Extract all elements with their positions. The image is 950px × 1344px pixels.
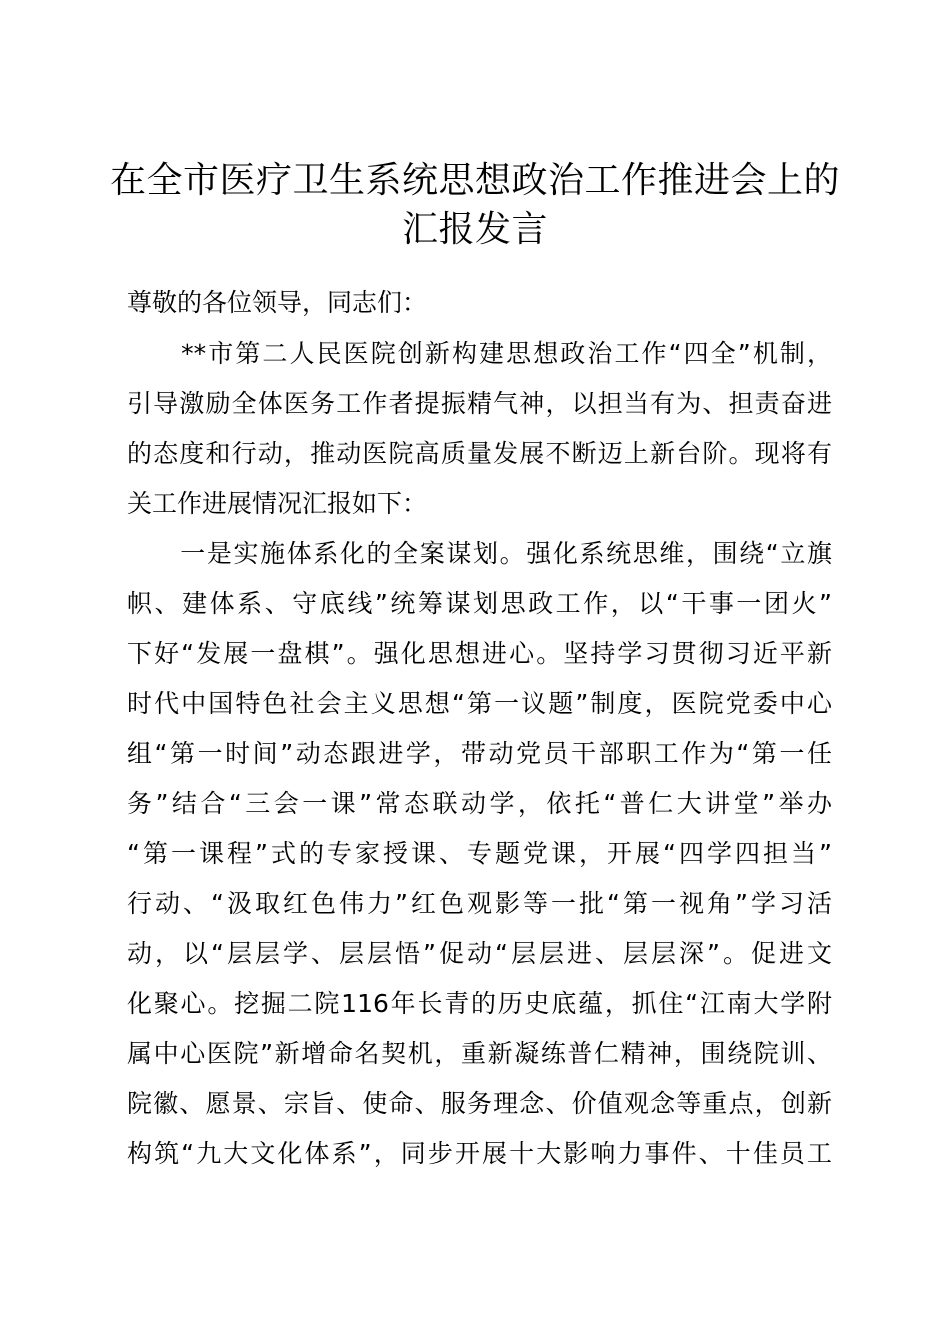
paragraph-line: “第一课程”式的专家授课、专题党课，开展“四学四担当” xyxy=(127,839,832,868)
paragraph-line: 下好“发展一盘棋”。强化思想进心。坚持学习贯彻习近平新 xyxy=(127,639,832,668)
paragraph-line: 一是实施体系化的全案谋划。强化系统思维，围绕“立旗 xyxy=(127,539,832,568)
paragraph-line: 的态度和行动，推动医院高质量发展不断迈上新台阶。现将有 xyxy=(127,439,832,468)
paragraph-line: 组“第一时间”动态跟进学，带动党员干部职工作为“第一任 xyxy=(127,739,832,768)
paragraph-line: 动，以“层层学、层层悟”促动“层层进、层层深”。促进文 xyxy=(127,939,832,968)
paragraph-line: 时代中国特色社会主义思想“第一议题”制度，医院党委中心 xyxy=(127,689,832,718)
paragraph-line: 引导激励全体医务工作者提振精气神，以担当有为、担责奋进 xyxy=(127,389,832,418)
paragraph-line: 构筑“九大文化体系”，同步开展十大影响力事件、十佳员工 xyxy=(127,1139,832,1168)
paragraph-line: 帜、建体系、守底线”统筹谋划思政工作，以“干事一团火” xyxy=(127,589,832,618)
paragraph-line: 关工作进展情况汇报如下： xyxy=(127,489,428,518)
document-title-line-2: 汇报发言 xyxy=(401,209,548,250)
paragraph-line: 行动、“汲取红色伟力”红色观影等一批“第一视角”学习活 xyxy=(127,889,832,918)
paragraph-line: 务”结合“三会一课”常态联动学，依托“普仁大讲堂”举办 xyxy=(127,789,832,818)
document-title-line-1: 在全市医疗卫生系统思想政治工作推进会上的 xyxy=(109,160,840,201)
paragraph-line: **市第二人民医院创新构建思想政治工作“四全”机制， xyxy=(127,339,832,368)
paragraph-line: 属中心医院”新增命名契机，重新凝练普仁精神，围绕院训、 xyxy=(127,1039,832,1068)
salutation: 尊敬的各位领导，同志们： xyxy=(127,288,428,317)
paragraph-line: 化聚心。挖掘二院116年长青的历史底蕴，抓住“江南大学附 xyxy=(127,989,832,1018)
paragraph-line: 院徽、愿景、宗旨、使命、服务理念、价值观念等重点，创新 xyxy=(127,1089,832,1118)
